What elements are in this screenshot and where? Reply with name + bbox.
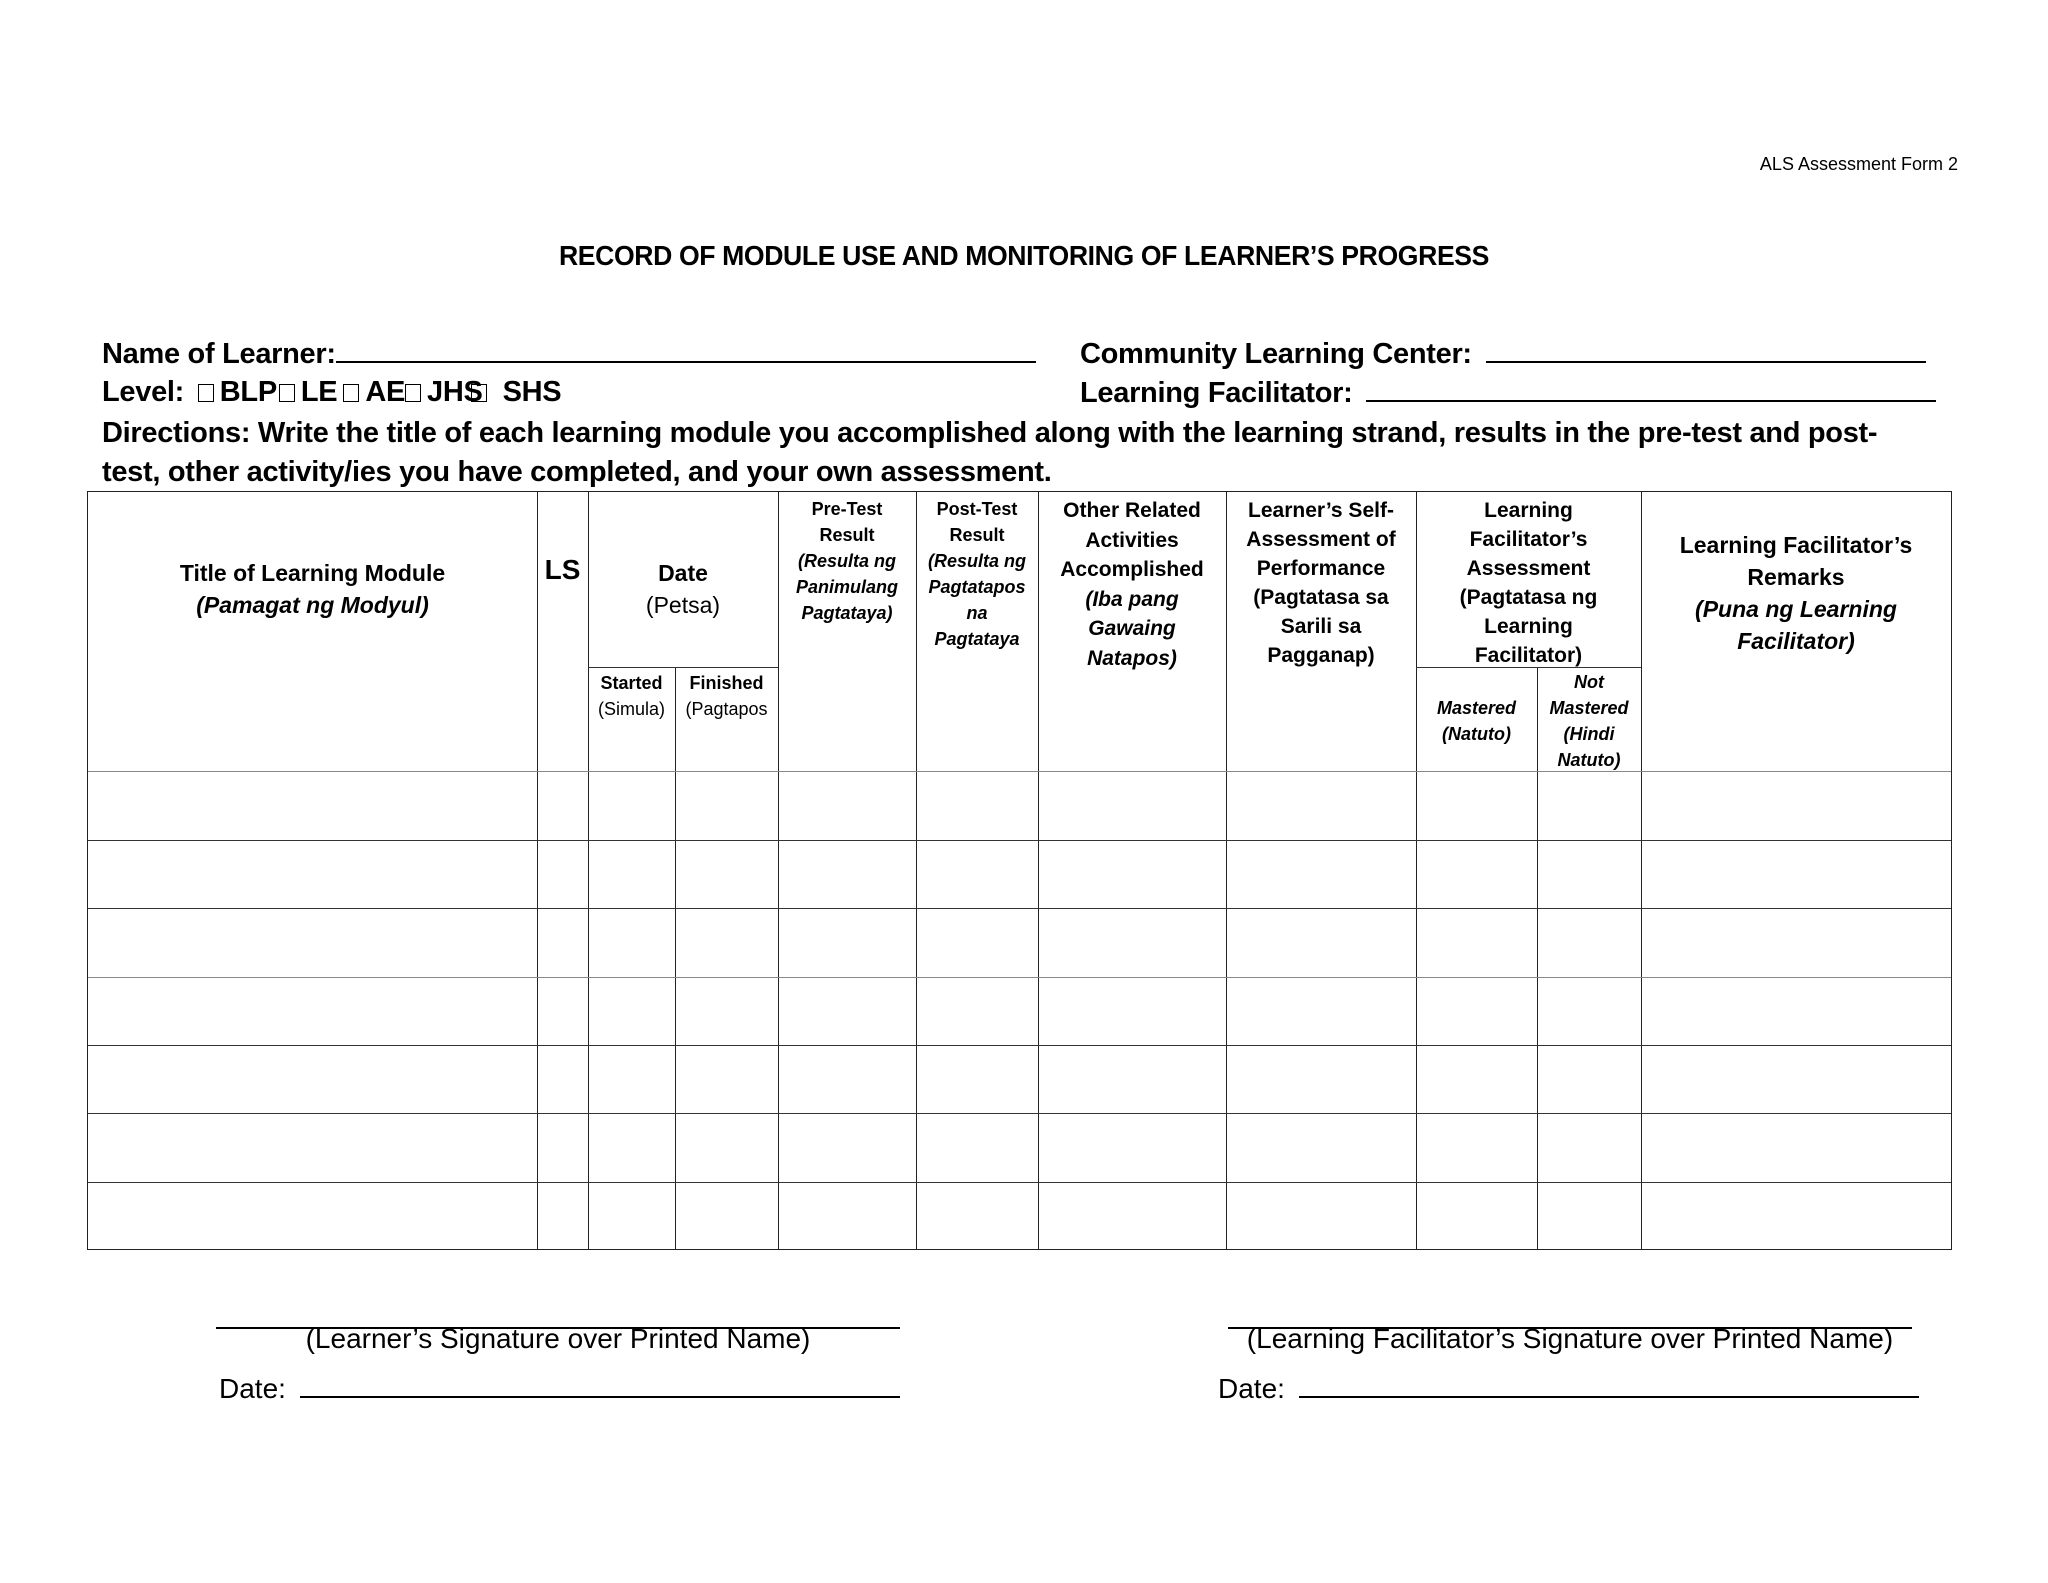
header-line: Sarili sa — [1280, 615, 1362, 638]
header-date-started — [588, 670, 675, 722]
header-line: Learning — [1484, 615, 1573, 638]
header-label: Date — [658, 560, 708, 586]
header-sublabel: (Pamagat ng Modyul) — [196, 592, 429, 618]
header-line: na — [966, 603, 988, 623]
module-record-table — [87, 491, 1952, 1250]
learner-date-label: Date: — [219, 1373, 286, 1404]
header-line: Natapos) — [1087, 646, 1177, 670]
level-option-shs: SHS — [502, 376, 562, 408]
header-line: Learning — [1484, 499, 1573, 522]
header-line: Pagtatapos — [928, 577, 1026, 597]
header-line: Learner’s Self- — [1248, 499, 1394, 522]
header-line: (Pagtatasa sa — [1253, 586, 1389, 609]
level-checkbox-jhs[interactable] — [405, 384, 421, 402]
level-checkbox-blp[interactable] — [198, 384, 214, 402]
facilitator-label: Learning Facilitator: — [1080, 377, 1353, 409]
table-row-7-title-cell[interactable] — [88, 1183, 537, 1249]
header-label: Title of Learning Module — [179, 560, 446, 586]
header-line: Mastered — [1436, 698, 1517, 718]
page-title: RECORD OF MODULE USE AND MONITORING OF LEARNER’S PROGRESS — [558, 240, 1490, 271]
name-of-learner-row — [102, 337, 1036, 371]
header-line: (Natuto) — [1442, 724, 1511, 744]
header-remarks — [1641, 529, 1951, 657]
learner-date-field[interactable] — [300, 1372, 900, 1398]
header-line: Gawaing — [1088, 617, 1176, 640]
facilitator-date-field[interactable] — [1299, 1372, 1919, 1398]
header-line: (Iba pang — [1085, 587, 1179, 611]
header-line: Natuto) — [1557, 750, 1621, 770]
header-line: Post-Test — [936, 499, 1018, 519]
form-id: ALS Assessment Form 2 — [1759, 154, 1958, 174]
facilitator-date-row — [1218, 1372, 1919, 1405]
level-checkbox-ae[interactable] — [343, 384, 359, 402]
table-row-1-title-cell[interactable] — [88, 772, 537, 840]
level-label: Level: — [102, 376, 185, 408]
header-line: Pagtataya) — [801, 603, 893, 623]
table-row-4-title-cell[interactable] — [88, 978, 537, 1045]
directions-line-2: test, other activity/ies you have completed, and your own assessment. — [102, 456, 1052, 488]
header-line: (Puna ng Learning — [1695, 596, 1897, 622]
table-row-5-title-cell[interactable] — [88, 1046, 537, 1113]
clc-field[interactable] — [1486, 337, 1926, 363]
header-other-activities — [1038, 496, 1226, 673]
date-subheader-divider — [588, 667, 778, 668]
header-line: Accomplished — [1060, 558, 1204, 581]
header-line: (Resulta ng — [927, 551, 1026, 571]
name-of-learner-field[interactable] — [336, 337, 1036, 363]
header-line: Facilitator’s — [1469, 528, 1588, 551]
learner-date-row — [219, 1372, 900, 1405]
header-line: Learning Facilitator’s — [1679, 532, 1913, 558]
header-line: Pagganap) — [1267, 644, 1375, 667]
facilitator-field[interactable] — [1366, 376, 1936, 402]
header-line: Panimulang — [795, 577, 898, 597]
directions-line-1: Directions: Write the title of each learning module you accomplished along with the learning strand, results in the pre-test and post- — [102, 417, 1878, 449]
header-line: Pagtataya — [934, 629, 1020, 649]
header-posttest-result — [916, 496, 1038, 652]
header-line: Facilitator) — [1737, 628, 1855, 654]
level-checkbox-le[interactable] — [279, 384, 295, 402]
header-lf-assessment — [1416, 496, 1641, 670]
header-self-assessment — [1226, 496, 1416, 670]
header-date-finished — [675, 670, 778, 722]
header-line: Pre-Test — [811, 499, 883, 519]
header-not-mastered — [1537, 669, 1641, 773]
header-line: Remarks — [1747, 564, 1845, 590]
level-checkbox-shs[interactable] — [471, 384, 487, 402]
header-line: Performance — [1256, 557, 1386, 580]
header-line: Result — [949, 525, 1005, 545]
header-label: Finished — [689, 673, 764, 693]
level-option-jhs: JHS — [427, 376, 483, 408]
header-pretest-result — [778, 496, 916, 626]
col-divider — [537, 492, 538, 1249]
header-line: Mastered — [1549, 698, 1629, 718]
level-row — [102, 376, 571, 409]
header-line: (Hindi — [1563, 724, 1615, 744]
header-sublabel: (Simula) — [597, 699, 665, 719]
header-line: Assessment of — [1246, 528, 1396, 551]
level-option-ae: AE — [365, 376, 406, 408]
header-line: Not — [1574, 672, 1604, 692]
facilitator-signature-label: (Learning Facilitator’s Signature over Printed Name) — [1246, 1323, 1894, 1354]
header-sublabel: (Pagtapos — [685, 699, 768, 719]
header-line: (Pagtatasa ng — [1459, 586, 1598, 609]
level-option-le: LE — [300, 376, 338, 408]
header-line: Facilitator) — [1474, 644, 1583, 667]
table-row-3-title-cell[interactable] — [88, 909, 537, 977]
col-divider — [675, 667, 676, 1249]
header-title-of-module — [88, 557, 537, 621]
header-line: Activities — [1085, 528, 1179, 552]
header-line: (Resulta ng — [797, 551, 896, 571]
table-row-6-title-cell[interactable] — [88, 1114, 537, 1182]
header-line: Assessment — [1466, 557, 1591, 580]
header-date — [588, 557, 778, 621]
header-line: Other Related — [1063, 499, 1201, 522]
facilitator-row — [1080, 376, 1936, 410]
header-ls: LS — [544, 554, 581, 585]
level-option-blp: BLP — [219, 376, 277, 408]
header-sublabel: (Petsa) — [645, 592, 721, 618]
name-of-learner-label: Name of Learner: — [102, 338, 336, 370]
learner-signature-label: (Learner’s Signature over Printed Name) — [305, 1323, 811, 1354]
table-row-2-title-cell[interactable] — [88, 841, 537, 908]
header-line: Result — [819, 525, 875, 545]
clc-label: Community Learning Center: — [1080, 338, 1472, 370]
clc-row — [1080, 337, 1926, 371]
directions — [102, 414, 1982, 492]
header-mastered — [1416, 695, 1537, 747]
header-label: Started — [600, 673, 663, 693]
facilitator-date-label: Date: — [1218, 1373, 1285, 1404]
